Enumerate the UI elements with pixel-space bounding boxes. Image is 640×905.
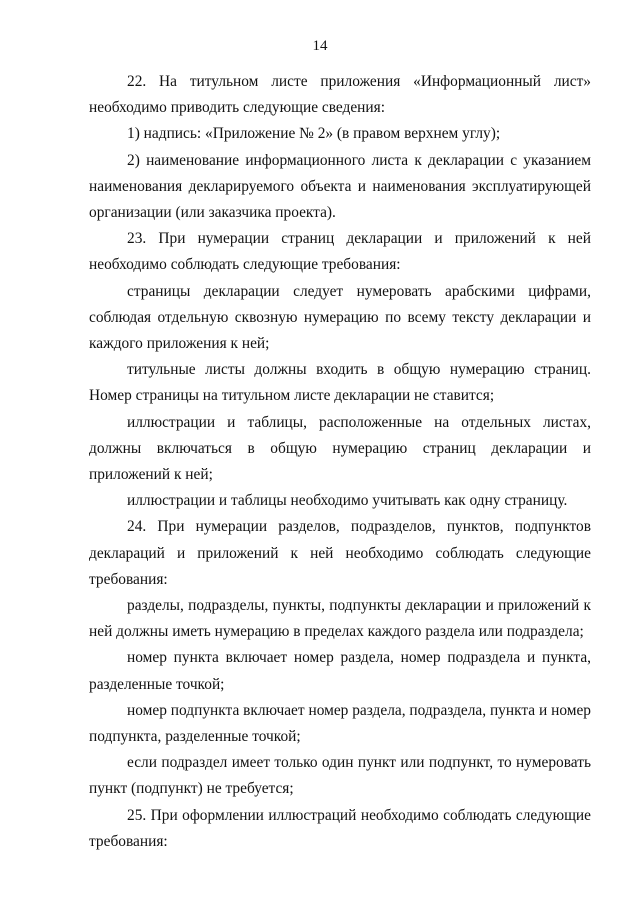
paragraph: иллюстрации и таблицы необходимо учитывать как одну страницу. xyxy=(127,492,568,510)
paragraph: страницы декларации следует нумеровать арабскими цифрами, соблюдая отдельную сквозную нумерацию по всему тексту декларации и каждого приложения к ней; xyxy=(89,282,591,353)
paragraph: 24. При нумерации разделов, подразделов, пунктов, подпунктов деклараций и приложений к ней необходимо соблюдать следующие требования: xyxy=(89,518,591,588)
paragraph: 22. На титульном листе приложения «Информационный лист» необходимо приводить следующие сведения: xyxy=(89,73,591,117)
paragraph: 2) наименование информационного листа к декларации с указанием наименования декларируемого объекта и наименования эксплуатирующей организации (или заказчика проекта). xyxy=(89,151,591,222)
paragraph: номер пункта включает номер раздела, номер подраздела и пункта, разделенные точкой; xyxy=(89,649,591,693)
document-body xyxy=(89,69,591,855)
paragraph: разделы, подразделы, пункты, подпункты декларации и приложений к ней должны иметь нумерацию в пределах каждого раздела или подраздела; xyxy=(89,597,591,641)
paragraph: 23. При нумерации страниц декларации и приложений к ней необходимо соблюдать следующие требования: xyxy=(89,230,591,274)
paragraph: 25. При оформлении иллюстраций необходимо соблюдать следующие требования: xyxy=(89,806,591,850)
paragraph: титульные листы должны входить в общую нумерацию страниц. Номер страницы на титульном листе декларации не ставится; xyxy=(89,361,591,405)
paragraph: если подраздел имеет только один пункт или подпункт, то нумеровать пункт (подпункт) не требуется; xyxy=(89,754,591,798)
paragraph: иллюстрации и таблицы, расположенные на отдельных листах, должны включаться в общую нумерацию страниц декларации и приложений к ней; xyxy=(89,413,591,484)
page-number: 14 xyxy=(312,38,328,54)
paragraph: номер подпункта включает номер раздела, подраздела, пункта и номер подпункта, разделенные точкой; xyxy=(89,701,591,746)
paragraph: 1) надпись: «Приложение № 2» (в правом верхнем углу); xyxy=(127,125,501,143)
